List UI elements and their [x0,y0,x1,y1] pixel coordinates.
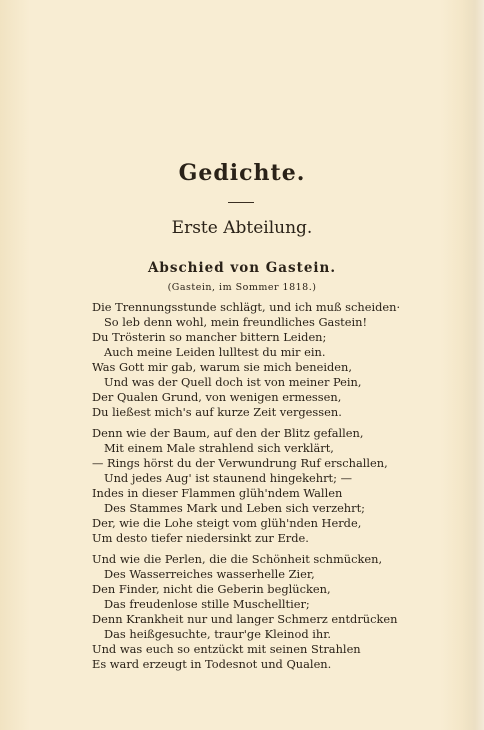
poem-line: Mit einem Male strahlend sich verklärt, [104,441,334,455]
title-divider [228,202,254,203]
poem-line: Des Stammes Mark und Leben sich verzehrt; [104,501,366,515]
poem-line: Denn wie der Baum, auf den der Blitz gefallen, [92,426,364,440]
poem-line: Was Gott mir gab, warum sie mich beneiden, [92,360,352,374]
poem-line: Des Wasserreiches wasserhelle Zier, [104,567,315,581]
poem-line: Es ward erzeugt in Todesnot und Qualen. [92,657,332,671]
section-subtitle: Erste Abteilung. [171,218,313,238]
page-title: Gedichte. [178,160,306,186]
poem-dateline: (Gastein, im Sommer 1818.) [167,282,317,293]
poem-line: Der Qualen Grund, von wenigen ermessen, [92,390,342,404]
poem-line: Um desto tiefer niedersinkt zur Erde. [92,531,309,545]
poem-line: Und was euch so entzückt mit seinen Strahlen [92,642,361,656]
poem-line: Das heißgesuchte, traur'ge Kleinod ihr. [104,627,332,641]
page-edge-shadow [462,0,484,730]
poem-line: Du Trösterin so mancher bittern Leiden; [92,330,327,344]
poem-line: Und was der Quell doch ist von meiner Pein, [104,375,362,389]
poem-line: Und wie die Perlen, die die Schönheit schmücken, [92,552,383,566]
poem-line: So leb denn wohl, mein freundliches Gastein! [104,315,368,329]
poem-line: Der, wie die Lohe steigt vom glüh'nden Herde, [92,516,362,530]
poem-line: Die Trennungsstunde schlägt, und ich muß scheiden· [92,300,401,314]
poem-title: Abschied von Gastein. [147,260,337,276]
poem-line: Denn Krankheit nur und langer Schmerz entdrücken [92,612,398,626]
poem-line: Auch meine Leiden lulltest du mir ein. [104,345,326,359]
poem-line: Das freudenlose stille Muschelltier; [104,597,310,611]
poem-line: Und jedes Aug' ist staunend hingekehrt; — [104,471,352,485]
poem-line: Den Finder, nicht die Geberin beglücken, [92,582,331,596]
poem-line: — Rings hörst du der Verwundrung Ruf erschallen, [92,456,388,470]
poem-line: Du ließest mich's auf kurze Zeit vergessen. [92,405,342,419]
poem-line: Indes in dieser Flammen glüh'ndem Wallen [92,486,343,500]
